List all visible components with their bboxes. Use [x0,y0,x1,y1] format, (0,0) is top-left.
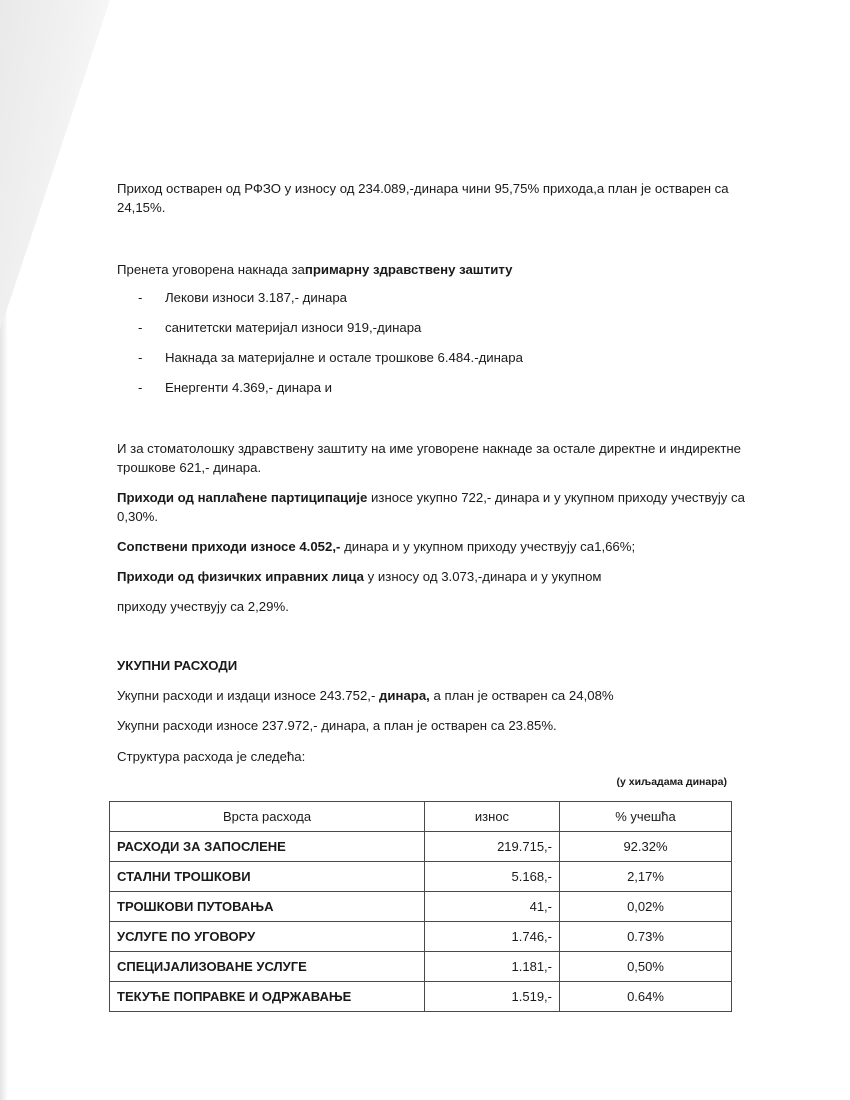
expense-amount: 5.168,- [425,862,560,892]
table-row [110,952,732,982]
expense-share: 0,50% [560,952,732,982]
participation-text: износе укупно 722,- динара и у укупном приходу учествују са 0,30%. [117,490,745,524]
expenses-heading: УКУПНИ РАСХОДИ [117,658,238,673]
expense-amount: 1.746,- [425,922,560,952]
total-expenditures-text: Укупни расходи и издаци износе 243.752,- [117,688,380,703]
expense-name: УСЛУГЕ ПО УГОВОРУ [110,922,425,952]
physical-persons-line2: приходу учествују са 2,29%. [117,599,289,614]
bullet-marker: - [138,350,143,365]
expense-share: 2,17% [560,862,732,892]
expense-share: 0.64% [560,982,732,1012]
page-fold-shadow [0,0,110,330]
expense-amount: 41,- [425,892,560,922]
own-income-paragraph [117,537,747,556]
expense-amount: 219.715,- [425,832,560,862]
bullet-marker: - [138,320,143,335]
expense-name: ТЕКУЋЕ ПОПРАВКЕ И ОДРЖАВАЊЕ [110,982,425,1012]
header-expense-type: Врста расхода [110,802,425,832]
own-income-bold: Сопствени приходи износе 4.052,- [117,539,341,554]
expense-structure-table [109,801,732,1012]
table-row [110,832,732,862]
expense-share: 0,02% [560,892,732,922]
table-row [110,982,732,1012]
bullet-item-sanitary-material: санитетски материјал износи 919,-динара [165,320,422,335]
expense-share: 0.73% [560,922,732,952]
table-header-row [110,802,732,832]
bullet-item-material-costs: Накнада за материјалне и остале трошкове 6.484.-динара [165,350,523,365]
physical-persons-bold: Приходи од физичких иправних лица [117,569,364,584]
bullet-marker: - [138,380,143,395]
expense-name: ТРОШКОВИ ПУТОВАЊА [110,892,425,922]
bullet-item-energy: Енергенти 4.369,- динара и [165,380,333,395]
unit-note: (у хиљадама динара) [616,776,727,788]
dental-paragraph: И за стоматолошку здравствену заштиту на име уговорене накнаде за остале директне и индиректне трошкове 621,- динара. [117,441,741,475]
rfzo-income-paragraph: Приход остварен од РФЗО у износу од 234.089,-динара чини 95,75% прихода,а план је остварен са 24,15%. [117,181,729,215]
primary-care-bold: примарну здравствену заштиту [304,262,513,277]
total-expenses-line: Укупни расходи износе 237.972,- динара, а план је остварен са 23.85%. [117,718,557,733]
structure-intro: Структура расхода је следећа: [117,749,306,764]
physical-persons-paragraph [117,567,747,586]
total-expenditures-bold: динара, [379,688,430,703]
participation-paragraph [117,488,747,526]
header-share: % учешћа [560,802,732,832]
physical-persons-text: у износу од 3.073,-динара и у укупном [363,569,602,584]
primary-care-lead: Пренета уговорена накнада за [117,262,305,277]
primary-care-intro [117,260,747,279]
header-amount: износ [425,802,560,832]
expense-name: СПЕЦИЈАЛИЗОВАНЕ УСЛУГЕ [110,952,425,982]
expense-share: 92.32% [560,832,732,862]
bullet-marker: - [138,290,143,305]
table-row [110,892,732,922]
expense-amount: 1.519,- [425,982,560,1012]
own-income-text: динара и у укупном приходу учествују са1,66%; [340,539,636,554]
bullet-item-medicines: Лекови износи 3.187,- динара [165,290,347,305]
total-expenditures-line [117,686,747,705]
table-row [110,922,732,952]
participation-bold: Приходи од наплаћене партиципације [117,490,368,505]
expense-amount: 1.181,- [425,952,560,982]
table-row [110,862,732,892]
expense-name: СТАЛНИ ТРОШКОВИ [110,862,425,892]
expense-name: РАСХОДИ ЗА ЗАПОСЛЕНЕ [110,832,425,862]
total-expenditures-plan: а план је остварен са 24,08% [429,688,614,703]
